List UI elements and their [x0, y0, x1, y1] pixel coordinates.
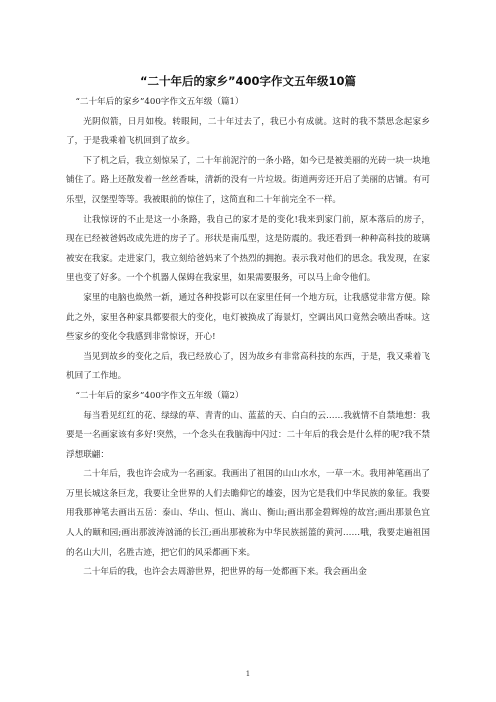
document-body [66, 93, 430, 583]
page-title: “二十年后的家乡”400字作文五年级10篇 [139, 74, 357, 88]
paragraph: 光阴似箭，日月如梭。转眼间，二十年过去了，我已小有成就。这时的我不禁思念起家乡了，于是我乘着飞机回到了故乡。 [66, 116, 430, 147]
page-number: 1 [245, 670, 251, 678]
paragraph: 当见到故乡的变化之后，我已经放心了，因为故乡有非常高科技的东西，于是，我又乘着飞机回了工作地。 [66, 351, 430, 382]
section-heading: “二十年后的家乡”400字作文五年级（篇2） [75, 390, 244, 401]
paragraph: 下了机之后，我立刻惊呆了，二十年前泥泞的一条小路，如今已是被美丽的光砖一块一块地铺住了。路上还散发着一丝丝香味，清新的没有一片垃圾。街道两旁还开启了美丽的店铺。有可乐型，汉堡型等等。我被眼前的惊住了，这简直和二十年前完全不一样。 [66, 155, 430, 205]
paragraph: 让我惊讶的不止是这一小条路，我自己的家才是的变化!我来到家门前，原本落后的房子，现在已经被爸妈改成先进的房子了。形状是南瓜型，这是防震的。我还看到一种种高科技的玻璃被安在我家。走进家门，我立刻给爸妈来了个热烈的拥抱。表示我对他们的思念。我发现，在家里也变了好多。一个个机器人保姆在我家里，如果需要服务，可以马上命令他们。 [66, 214, 430, 284]
paragraph: 二十年后，我也许会成为一名画家。我画出了祖国的山山水水，一草一木。我用神笔画出了万里长城这条巨龙，我要让全世界的人们去瞻仰它的雄姿，因为它是我们中华民族的象征。我要用我那神笔去画出五岳：泰山、华山、恒山、嵩山、衡山;画出那金碧辉煌的故宫;画出那景色宜人人的颐和园;画出那波涛汹涌的长江;画出那被称为中华民族摇篮的黄河……哦，我要走遍祖国的名山大川，名胜古迹，把它们的风采都画下来。 [66, 469, 430, 558]
paragraph: 家里的电脑也焕然一新，通过各种投影可以在家里任何一个地方玩，让我感觉非常方便。除此之外，家里各种家具都要很大的变化，电灯被换成了海景灯，空调出风口竟然会喷出香味。这些家乡的变化令我感到非常惊讶，开心! [66, 292, 430, 343]
section-heading: “二十年后的家乡”400字作文五年级（篇1） [75, 97, 244, 107]
paragraph: 每当看见红红的花、绿绿的草、青青的山、蓝蓝的天、白白的云……我就情不自禁地想：我要是一名画家该有多好!突然，一个念头在我脑海中闪过：二十年后的我会是什么样的呢?我不禁浮想联翩： [66, 410, 430, 460]
paragraph: 二十年后的我，也许会去周游世界，把世界的每一处都画下来。我会画出金 [83, 567, 367, 578]
